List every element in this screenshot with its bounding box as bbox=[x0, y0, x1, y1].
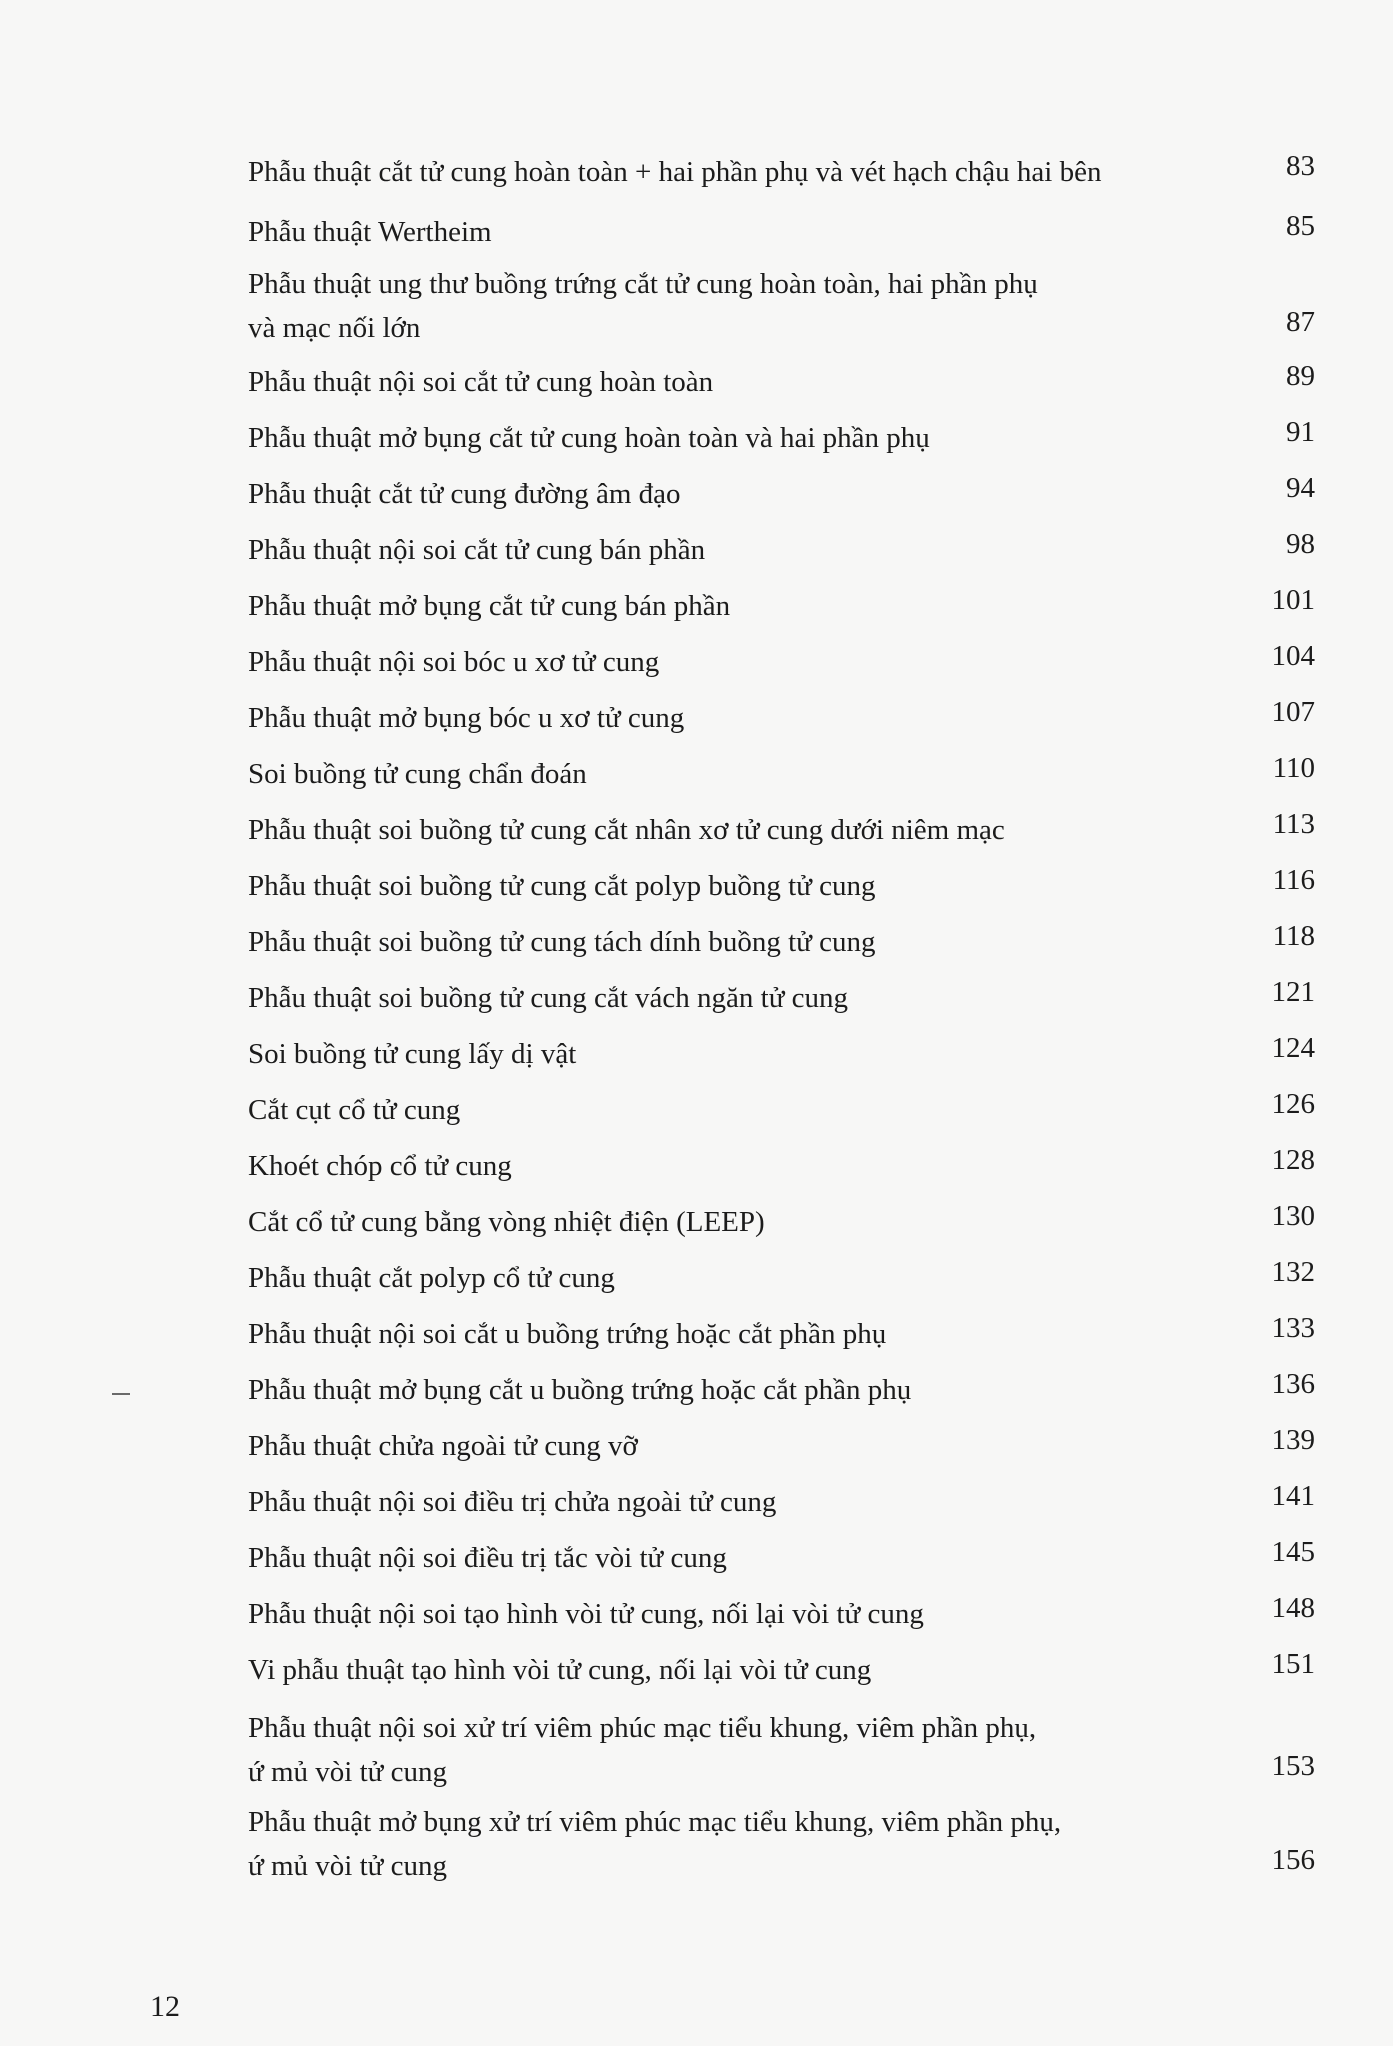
toc-entry bbox=[248, 1592, 1338, 1636]
toc-entry bbox=[248, 1256, 1338, 1300]
toc-entry-page: 139 bbox=[1271, 1424, 1315, 1456]
toc-entry-page: 136 bbox=[1271, 1368, 1315, 1400]
toc-entry-page: 83 bbox=[1286, 150, 1315, 182]
toc-entry-page: 91 bbox=[1286, 416, 1315, 448]
toc-entry-page: 126 bbox=[1271, 1088, 1315, 1120]
toc-entry bbox=[248, 262, 1338, 350]
toc-entry-page: 89 bbox=[1286, 360, 1315, 392]
toc-entry bbox=[248, 360, 1338, 404]
toc-entry-title: Phẫu thuật mở bụng cắt tử cung hoàn toàn và hai phần phụ bbox=[248, 422, 930, 454]
toc-entry-page: 118 bbox=[1272, 920, 1315, 952]
toc-entry-page: 85 bbox=[1286, 210, 1315, 242]
toc-entry-page: 116 bbox=[1272, 864, 1315, 896]
toc-entry-title: Phẫu thuật nội soi điều trị tắc vòi tử cung bbox=[248, 1542, 727, 1574]
toc-entry bbox=[248, 1424, 1338, 1468]
toc-entry-title: Phẫu thuật nội soi cắt tử cung bán phần bbox=[248, 534, 706, 566]
toc-entry-page: 94 bbox=[1286, 472, 1315, 504]
toc-entry-page: 141 bbox=[1271, 1480, 1315, 1512]
toc-entry-title: Cắt cụt cổ tử cung bbox=[248, 1094, 461, 1126]
toc-entry-title: Phẫu thuật mở bụng xử trí viêm phúc mạc tiểu khung, viêm phần phụ, ứ mủ vòi tử cung bbox=[248, 1806, 1062, 1882]
toc-entry-page: 130 bbox=[1271, 1200, 1315, 1232]
toc-entry-page: 145 bbox=[1271, 1536, 1315, 1568]
toc-entry-title: Phẫu thuật soi buồng tử cung cắt vách ngăn tử cung bbox=[248, 982, 849, 1014]
toc-entry-page: 124 bbox=[1271, 1032, 1315, 1064]
toc-entry bbox=[248, 1200, 1338, 1244]
toc-entry bbox=[248, 696, 1338, 740]
toc-entry bbox=[248, 584, 1338, 628]
toc-entry-page: 132 bbox=[1271, 1256, 1315, 1288]
toc-entry-title: Phẫu thuật cắt polyp cổ tử cung bbox=[248, 1262, 615, 1294]
toc-entry-title: Phẫu thuật chửa ngoài tử cung vỡ bbox=[248, 1430, 638, 1462]
toc-entry bbox=[248, 864, 1338, 908]
toc-entry-page: 153 bbox=[1271, 1750, 1315, 1782]
toc-entry bbox=[248, 1312, 1338, 1356]
toc-entry-title: Phẫu thuật Wertheim bbox=[248, 216, 492, 248]
toc-entry-page: 113 bbox=[1272, 808, 1315, 840]
toc-entry bbox=[248, 808, 1338, 852]
toc-entry-title: Phẫu thuật nội soi bóc u xơ tử cung bbox=[248, 646, 660, 678]
toc-entry bbox=[248, 1032, 1338, 1076]
toc-entry-page: 101 bbox=[1271, 584, 1315, 616]
toc-entry bbox=[248, 150, 1338, 194]
toc-entry bbox=[248, 472, 1338, 516]
toc-entry-page: 151 bbox=[1271, 1648, 1315, 1680]
toc-entry-title: Phẫu thuật soi buồng tử cung cắt nhân xơ tử cung dưới niêm mạc bbox=[248, 814, 1005, 846]
toc-entry-page: 128 bbox=[1271, 1144, 1315, 1176]
toc-entry bbox=[248, 1800, 1338, 1888]
toc-entry bbox=[248, 1368, 1338, 1412]
toc-entry-title: Phẫu thuật nội soi xử trí viêm phúc mạc tiểu khung, viêm phần phụ, ứ mủ vòi tử cung bbox=[248, 1712, 1037, 1788]
toc-entry-title: Soi buồng tử cung chẩn đoán bbox=[248, 758, 587, 790]
toc-entry-page: 87 bbox=[1286, 306, 1315, 338]
toc-entry bbox=[248, 528, 1338, 572]
toc-entry-title: Phẫu thuật soi buồng tử cung tách dính buồng tử cung bbox=[248, 926, 876, 958]
toc-entry-title: Phẫu thuật nội soi cắt u buồng trứng hoặc cắt phần phụ bbox=[248, 1318, 887, 1350]
toc-entry-page: 107 bbox=[1271, 696, 1315, 728]
toc-entry-title: Phẫu thuật cắt tử cung hoàn toàn + hai phần phụ và vét hạch chậu hai bên bbox=[248, 156, 1102, 188]
toc-entry-title: Phẫu thuật nội soi điều trị chửa ngoài tử cung bbox=[248, 1486, 777, 1518]
toc-entry bbox=[248, 640, 1338, 684]
toc-entry-title: Phẫu thuật nội soi tạo hình vòi tử cung, nối lại vòi tử cung bbox=[248, 1598, 924, 1630]
toc-entry-title: Phẫu thuật soi buồng tử cung cắt polyp buồng tử cung bbox=[248, 870, 876, 902]
toc-entry bbox=[248, 1536, 1338, 1580]
toc-entry-title: Phẫu thuật mở bụng cắt tử cung bán phần bbox=[248, 590, 731, 622]
toc-entry-page: 133 bbox=[1271, 1312, 1315, 1344]
toc-entry-title: Phẫu thuật mở bụng bóc u xơ tử cung bbox=[248, 702, 685, 734]
toc-entry-title: Phẫu thuật nội soi cắt tử cung hoàn toàn bbox=[248, 366, 714, 398]
toc-entry-page: 104 bbox=[1271, 640, 1315, 672]
toc-entry bbox=[248, 416, 1338, 460]
toc-entry-title: Vi phẫu thuật tạo hình vòi tử cung, nối lại vòi tử cung bbox=[248, 1654, 872, 1686]
toc-entry-title: Cắt cổ tử cung bằng vòng nhiệt điện (LEEP) bbox=[248, 1206, 765, 1238]
toc-entry bbox=[248, 1706, 1338, 1794]
margin-mark bbox=[112, 1393, 130, 1395]
page-number: 12 bbox=[150, 1990, 180, 2023]
toc-entry-page: 98 bbox=[1286, 528, 1315, 560]
toc-entry-title: Phẫu thuật cắt tử cung đường âm đạo bbox=[248, 478, 681, 510]
toc-entry bbox=[248, 920, 1338, 964]
toc-entry bbox=[248, 1480, 1338, 1524]
toc-entry-page: 121 bbox=[1271, 976, 1315, 1008]
toc-entry bbox=[248, 1648, 1338, 1692]
toc-entry bbox=[248, 1088, 1338, 1132]
toc-entry-title: Khoét chóp cổ tử cung bbox=[248, 1150, 512, 1182]
toc-entry-title: Phẫu thuật mở bụng cắt u buồng trứng hoặc cắt phần phụ bbox=[248, 1374, 912, 1406]
toc-entry bbox=[248, 976, 1338, 1020]
toc-entry-page: 148 bbox=[1271, 1592, 1315, 1624]
toc-entry-page: 156 bbox=[1271, 1844, 1315, 1876]
toc-entry-page: 110 bbox=[1272, 752, 1315, 784]
toc-entry bbox=[248, 1144, 1338, 1188]
toc-entry-title: Phẫu thuật ung thư buồng trứng cắt tử cung hoàn toàn, hai phần phụ và mạc nối lớn bbox=[248, 268, 1038, 344]
toc-entry bbox=[248, 210, 1338, 254]
toc-entry bbox=[248, 752, 1338, 796]
toc-entry-title: Soi buồng tử cung lấy dị vật bbox=[248, 1038, 577, 1070]
